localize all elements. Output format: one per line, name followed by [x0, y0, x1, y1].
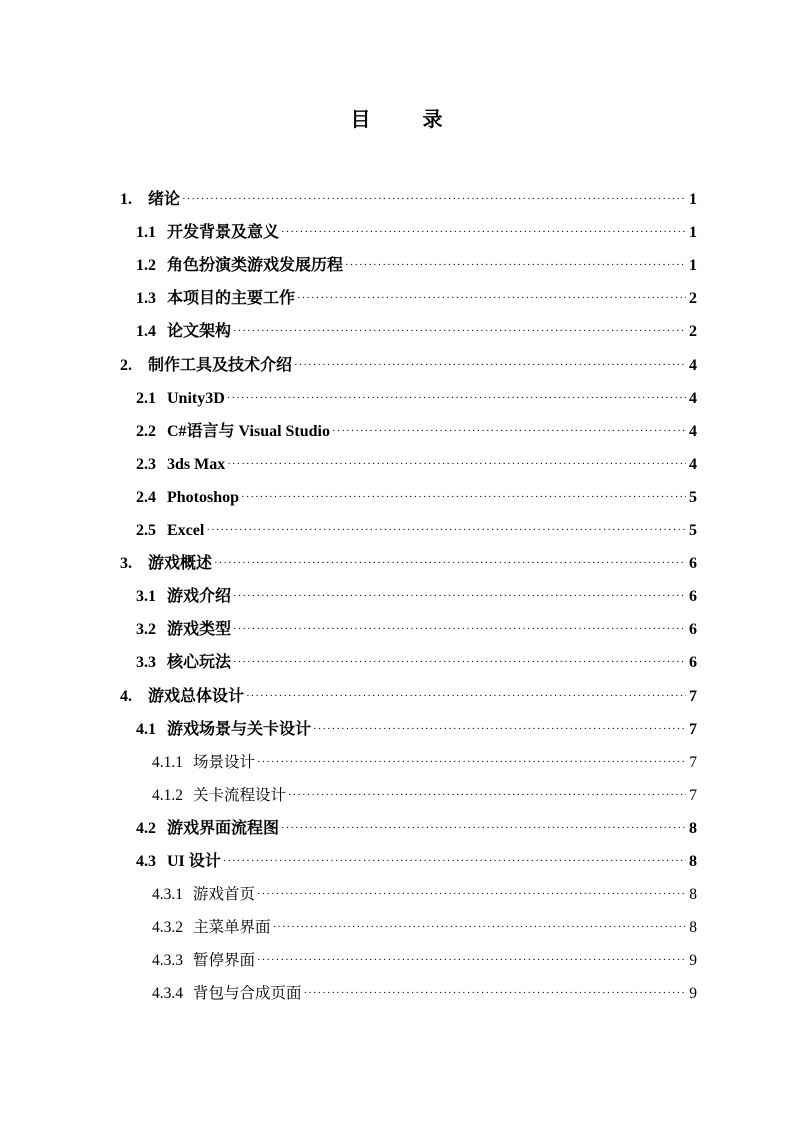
toc-entry-number: 3. [120, 555, 132, 573]
toc-dot-leader [313, 713, 686, 745]
toc-entry[interactable] [136, 383, 697, 415]
toc-dot-leader [257, 878, 686, 910]
toc-entry[interactable] [152, 747, 697, 779]
page-title: 目 录 [350, 109, 459, 131]
toc-entry-number: 1.1 [136, 224, 156, 242]
toc-dot-leader [273, 911, 686, 943]
toc-entry-page-number: 4 [689, 356, 697, 374]
toc-entry[interactable] [136, 581, 697, 613]
toc-dot-leader [233, 315, 686, 347]
toc-dot-leader [233, 613, 686, 645]
toc-entry[interactable] [120, 350, 697, 382]
toc-dot-leader [182, 183, 686, 215]
toc-entry[interactable] [136, 316, 697, 348]
toc-entry-title: 游戏首页 [193, 886, 256, 904]
toc-entry-title: 绪论 [148, 191, 181, 208]
toc-entry-title: 游戏概述 [148, 555, 213, 573]
toc-entry-page-number: 6 [689, 621, 697, 639]
toc-dot-leader [227, 448, 686, 480]
toc-entry-number: 4.3.4 [152, 985, 183, 1003]
toc-entry-number: 4. [120, 687, 132, 705]
toc-entry-number: 2.4 [136, 488, 156, 506]
toc-entry-title: 核心玩法 [167, 654, 232, 672]
toc-entry[interactable] [136, 482, 697, 514]
toc-entry-page-number: 6 [689, 654, 697, 672]
toc-entry-number: 3.1 [136, 588, 156, 606]
toc-entry-page-number: 5 [689, 488, 697, 506]
toc-entry-page-number: 7 [689, 753, 697, 771]
toc-dot-leader [214, 547, 686, 579]
toc-entry[interactable] [120, 184, 697, 216]
toc-entry-number: 4.3 [136, 853, 156, 870]
toc-dot-leader [332, 415, 686, 447]
toc-entry[interactable] [136, 416, 697, 448]
toc-dot-leader [257, 746, 686, 778]
toc-entry-title: C#语言与 Visual Studio [167, 422, 331, 440]
toc-entry-title: 游戏界面流程图 [167, 819, 280, 837]
toc-entry-number: 1.4 [136, 323, 156, 341]
toc-dot-leader [288, 779, 686, 811]
toc-entry-page-number: 8 [689, 819, 697, 837]
toc-entry-page-number: 5 [689, 522, 697, 539]
toc-entry[interactable] [136, 449, 697, 481]
toc-entry-number: 1.3 [136, 290, 156, 308]
toc-dot-leader [227, 382, 686, 414]
toc-entry-title: 游戏总体设计 [148, 687, 245, 705]
toc-entry-number: 4.2 [136, 819, 156, 837]
toc-dot-leader [233, 646, 686, 678]
toc-dot-leader [241, 481, 686, 513]
toc-dot-leader [246, 680, 686, 712]
toc-entry-title: 游戏场景与关卡设计 [167, 720, 312, 738]
toc-entry[interactable] [152, 978, 697, 1010]
toc-entry-title: 论文架构 [167, 323, 232, 341]
toc-entry-title: 本项目的主要工作 [167, 290, 296, 308]
toc-entry-number: 2. [120, 356, 132, 374]
toc-entry-page-number: 8 [689, 853, 697, 870]
toc-entry[interactable] [136, 250, 697, 282]
toc-entry-number: 4.3.3 [152, 952, 183, 970]
toc-entry-title: 场景设计 [193, 753, 256, 771]
toc-entry[interactable] [152, 879, 697, 911]
toc-entry-number: 4.1.1 [152, 753, 183, 771]
toc-entry-title: 游戏类型 [167, 621, 232, 639]
toc-dot-leader [297, 282, 686, 314]
toc-entry-number: 1.2 [136, 257, 156, 275]
toc-entry-title: Excel [167, 522, 205, 539]
toc-entry-title: Unity3D [167, 389, 225, 407]
toc-entry-number: 2.2 [136, 422, 156, 440]
toc-entry-number: 2.3 [136, 455, 156, 473]
toc-entry-number: 1. [120, 191, 132, 208]
toc-entry-title: 游戏介绍 [167, 588, 232, 606]
toc-entry-number: 2.1 [136, 389, 156, 407]
toc-entry[interactable] [136, 217, 697, 249]
toc-entry[interactable] [136, 647, 697, 679]
toc-entry-page-number: 1 [689, 224, 697, 242]
toc-dot-leader [223, 845, 686, 877]
toc-entry-title: 暂停界面 [193, 952, 256, 970]
toc-entry[interactable] [136, 714, 697, 746]
toc-entry[interactable] [136, 283, 697, 315]
toc-entry-page-number: 7 [689, 720, 697, 738]
toc-entry-title: 角色扮演类游戏发展历程 [167, 257, 344, 275]
toc-entry[interactable] [136, 846, 697, 878]
toc-entry[interactable] [120, 548, 697, 580]
toc-entry-page-number: 9 [689, 985, 697, 1003]
toc-entry[interactable] [120, 681, 697, 713]
toc-dot-leader [206, 514, 686, 546]
toc-entry-page-number: 4 [689, 455, 697, 473]
toc-entry-page-number: 8 [689, 919, 697, 937]
toc-entry-title: 背包与合成页面 [193, 985, 302, 1003]
toc-entry-number: 4.3.1 [152, 886, 183, 904]
toc-entry-page-number: 4 [689, 389, 697, 407]
toc-entry-title: 3ds Max [167, 455, 226, 473]
toc-entry-number: 2.5 [136, 522, 156, 539]
toc-entry-number: 4.3.2 [152, 919, 183, 937]
toc-entry[interactable] [136, 614, 697, 646]
toc-dot-leader [304, 977, 686, 1009]
toc-entry-page-number: 4 [689, 422, 697, 440]
toc-entry-page-number: 7 [689, 786, 697, 804]
toc-entry-number: 4.1 [136, 720, 156, 738]
toc-dot-leader [345, 249, 686, 281]
toc-dot-leader [281, 216, 686, 248]
toc-dot-leader [281, 812, 686, 844]
toc-entry-title: 主菜单界面 [193, 919, 271, 937]
toc-dot-leader [294, 349, 686, 381]
toc-entry-number: 3.2 [136, 621, 156, 639]
toc-entry[interactable] [152, 912, 697, 944]
toc-entry-page-number: 9 [689, 952, 697, 970]
toc-dot-leader [257, 944, 686, 976]
toc-entry-title: 关卡流程设计 [193, 786, 287, 804]
toc-entry-number: 4.1.2 [152, 786, 183, 804]
toc-entry-number: 3.3 [136, 654, 156, 672]
toc-entry-title: 制作工具及技术介绍 [148, 356, 293, 374]
toc-entry[interactable] [136, 813, 697, 845]
toc-entry-page-number: 6 [689, 555, 697, 573]
toc-entry-page-number: 2 [689, 323, 697, 341]
toc-entry[interactable] [152, 945, 697, 977]
toc-entry-page-number: 8 [689, 886, 697, 904]
toc-entry[interactable] [136, 515, 697, 547]
toc-entry-page-number: 7 [689, 687, 697, 705]
toc-entry-title: UI 设计 [167, 853, 221, 870]
toc-entry-page-number: 6 [689, 588, 697, 606]
toc-entry-page-number: 2 [689, 290, 697, 308]
toc-entry-title: 开发背景及意义 [167, 224, 280, 242]
toc-entry-title: Photoshop [167, 488, 240, 506]
toc-entry-page-number: 1 [689, 191, 697, 208]
toc-entry-page-number: 1 [689, 257, 697, 275]
toc-dot-leader [233, 580, 686, 612]
toc-entry[interactable] [152, 780, 697, 812]
